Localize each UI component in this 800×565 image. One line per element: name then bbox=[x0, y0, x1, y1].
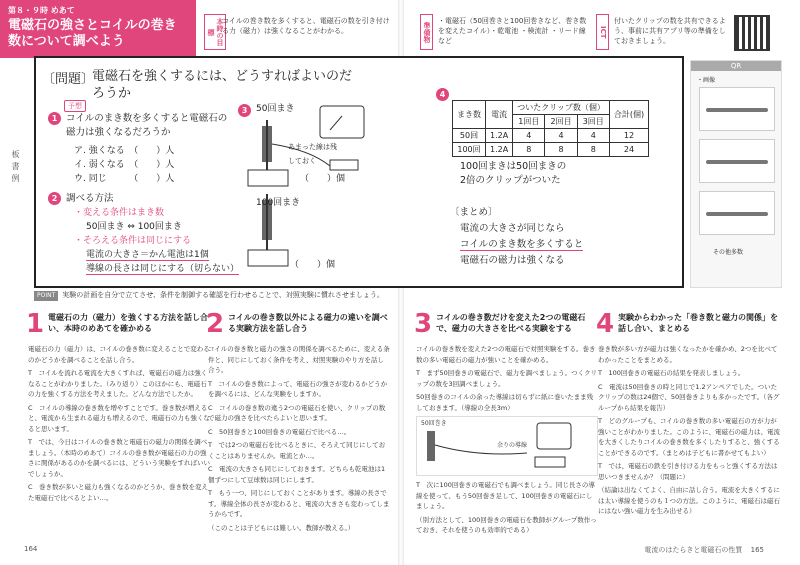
sub-header: 3回目 bbox=[577, 115, 609, 129]
qr-code-icon[interactable] bbox=[734, 15, 770, 51]
step-lead: 電磁石の力（磁力）は、コイルの巻き数に変えることで変わるのかどうかを調べることを話し合う。 bbox=[28, 345, 210, 364]
dialogue-note: （別方法として、100回巻きの電磁石を教師がグループ数作っておき、それを使うのも効率的である） bbox=[416, 515, 597, 534]
fig-50-label: 50回まき bbox=[256, 104, 295, 114]
qr-thumbnail[interactable] bbox=[699, 139, 775, 183]
dialogue-line: C 巻き数が多いと磁力も強くなるのかどうか、巻き数を変えた電磁石で比べるとよい…。 bbox=[28, 483, 209, 502]
summary-label: 〔まとめ〕 bbox=[450, 207, 498, 218]
step-1 bbox=[26, 310, 212, 540]
step-lead: コイルの巻き数を変えた2つの電磁石で対照実験をする。巻き数の多い電磁石の磁力が強いことを確かめる。 bbox=[416, 345, 596, 364]
step-2 bbox=[206, 310, 392, 540]
step-heading: コイルの巻き数だけを変えた2つの電磁石で、磁力の大きさを比べる実験をする bbox=[436, 313, 586, 333]
dialogue-line: T では、今日はコイルの巻き数と電磁石の磁力の関係を調べましょう。（本時のめあて）コイルの巻き数が電磁石の力の強さに関係があるのかを調べるには、どういう実験をすればいいでしょうか。 bbox=[28, 438, 210, 478]
table-cell: 8 bbox=[513, 143, 545, 157]
page-title: 電磁石の強さとコイルの巻き数について調べよう bbox=[8, 18, 177, 49]
table-cell: 24 bbox=[609, 143, 648, 157]
dialogue-line: T コイルを流れる電流を大きくすれば、電磁石の磁力は強くなることがわかりました。（みり返り）このほかにも、電磁石の力を強くする方法を考えました。どんな方法でしたか。 bbox=[28, 369, 208, 398]
col-header: 電流 bbox=[486, 101, 513, 129]
step-badge-3: 3 bbox=[238, 104, 251, 117]
ict-text: 付いたクリップの数を共有できるよう、事前に共有アプリ等の準備をしておきましょう。 bbox=[614, 17, 726, 45]
step-number: 2 bbox=[206, 309, 225, 339]
method-wire: 導線の長さは同じにする（切らない） bbox=[86, 264, 240, 274]
dialogue-line: C 電流は50回巻きの時と同じで1.2アンペアでした。ついたクリップの数は24個で、50回巻きよりも多かったです。（各グループから結果を報告） bbox=[598, 382, 780, 412]
step-badge-2: 2 bbox=[48, 192, 61, 205]
dialogue-line: T では2つの電磁石を比べるときに、そろえて同じにしておくことはありませんか。電流とか…。 bbox=[208, 441, 386, 460]
table-cell: 100回 bbox=[453, 143, 486, 157]
aim-tag: 本時の目標 bbox=[204, 14, 226, 50]
col-header: ついたクリップ数（個） bbox=[513, 101, 610, 115]
aim-text: コイルの巻き数を多くすると、電磁石の数を引き付ける力（磁力）は強くなることがわかる。 bbox=[222, 17, 390, 35]
step-4 bbox=[596, 310, 782, 540]
summary-line-3: 電磁石の磁力は強くなる bbox=[460, 255, 565, 266]
step-body bbox=[208, 344, 390, 536]
results-table bbox=[452, 100, 649, 157]
prep-tag: 準備物 bbox=[420, 14, 433, 50]
fig-100-count: （ ）個 bbox=[290, 260, 336, 270]
method-keep: ・そろえる条件は同じにする bbox=[74, 236, 192, 246]
problem-label: 〔問題〕 bbox=[42, 72, 95, 87]
table-cell: 4 bbox=[513, 129, 545, 143]
step-badge-1: 1 bbox=[48, 112, 61, 125]
step-number: 4 bbox=[596, 309, 615, 339]
summary-line-1: 電流の大きさが同じなら bbox=[460, 223, 565, 234]
sub-header: 1回目 bbox=[513, 115, 545, 129]
method-current: 電流の大きさ＝かん電池は1個 bbox=[86, 250, 209, 260]
method-vary: ・変える条件はまき数 bbox=[74, 208, 165, 218]
qr-thumbnail[interactable] bbox=[699, 191, 775, 235]
option-a: ア. 強くなる （ ）人 bbox=[74, 146, 175, 156]
step-body bbox=[416, 344, 598, 539]
dialogue-line: 50回巻きのコイルの余った導線は切らずに紙に巻いたまま残しておきます。（導線の全長3m） bbox=[416, 393, 594, 412]
step-body bbox=[28, 344, 210, 506]
table-cell: 8 bbox=[577, 143, 609, 157]
footer-right bbox=[644, 545, 764, 555]
table-row bbox=[453, 143, 649, 157]
step-heading: コイルの巻き数以外による磁力の違いを調べる実験方法を話し合う bbox=[228, 313, 388, 333]
table-cell: 8 bbox=[545, 143, 577, 157]
board-side-label: 板書例 bbox=[11, 150, 20, 186]
step-heading: 実験からわかった「巻き数と磁力の関係」を話し合い、まとめる bbox=[618, 313, 778, 333]
point-text: 実験の計画を自分で立てさせ、条件を制御する確認を行わせることで、対照実験に慣れさせましょう。 bbox=[62, 291, 384, 299]
dialogue-line: T では、電磁石の鉄を引き付ける力をもっと強くする方法は思いつきませんか？（問題に） bbox=[598, 462, 778, 481]
table-cell: 4 bbox=[545, 129, 577, 143]
fig-100-label: 100回まき bbox=[256, 198, 301, 208]
hypothesis-question: コイルのまき数を多くすると電磁石の磁力は強くなるだろうか bbox=[66, 113, 228, 138]
yosou-label: 予想 bbox=[64, 100, 86, 112]
step-number: 3 bbox=[414, 309, 433, 339]
table-cell: 12 bbox=[609, 129, 648, 143]
fig-50-count: （ ）個 bbox=[300, 174, 346, 184]
step-badge-4: 4 bbox=[436, 88, 449, 101]
step3-fig-label: 50回巻き bbox=[421, 420, 447, 427]
qr-panel-header: QR bbox=[691, 61, 781, 71]
qr-thumbnail[interactable] bbox=[699, 87, 775, 131]
page-number-left: 164 bbox=[24, 545, 38, 553]
step-heading: 電磁石の力（磁力）を強くする方法を話し合い、本時のめあてを確かめる bbox=[48, 313, 208, 333]
point-tag: POINT bbox=[34, 291, 58, 301]
prep-text: ・電磁石（50回巻きと100回巻きなど、巻き数を変えたコイル）・乾電池 ・検流計 ・リード線 など bbox=[438, 17, 587, 45]
table-cell: 50回 bbox=[453, 129, 486, 143]
step-number: 1 bbox=[26, 309, 45, 339]
ict-tag: ICT bbox=[596, 14, 609, 50]
qr-other-label: その他多数 bbox=[713, 249, 744, 256]
table-cell: 4 bbox=[577, 129, 609, 143]
table-row bbox=[453, 129, 649, 143]
step-lead: コイルの巻き数と磁力の強さの関係を調べるために、変える条件と、同じにしておく条件を考え、対照実験のやり方を話し合う。 bbox=[208, 345, 390, 374]
dialogue-line: C コイルの導線の巻き数を増やすことです。巻き数が増えると、電流から生まれる磁力も増えるので、電磁石の力も強くなると思います。 bbox=[28, 403, 210, 433]
col-header: まき数 bbox=[453, 101, 486, 129]
problem-text: 電磁石を強くするには、どうすればよいのだろうか bbox=[92, 69, 353, 101]
step3-diagram bbox=[416, 416, 598, 476]
dialogue-line: T コイルの巻き数によって、電磁石の強さが変わるかどうかを調べるには、どんな実験をしますか。 bbox=[208, 379, 388, 398]
table-cell: 1.2A bbox=[486, 143, 513, 157]
dialogue-line: T 100回巻きの電磁石の結果を発表しましょう。 bbox=[598, 369, 745, 377]
qr-panel bbox=[690, 60, 782, 288]
dialogue-line: T 次に100回巻きの電磁石でも調べましょう。同じ長さの導線を使って、もう50回巻き足して、100回巻きの電磁石にしましょう。 bbox=[416, 481, 595, 510]
step-body bbox=[598, 344, 780, 520]
qr-image-label: ・画像 bbox=[697, 77, 716, 84]
dialogue-line: T もう一つ、同じにしておくことがあります。導線の長さです。導線全体の長さが変わると、電流の大きさも変わってしまうからです。 bbox=[208, 489, 390, 518]
col-header: 合計(個) bbox=[609, 101, 648, 129]
step3-fig-note: 余りの導線 bbox=[497, 442, 528, 449]
table-cell: 1.2A bbox=[486, 129, 513, 143]
fig-note: あまった線は残しておく bbox=[288, 143, 337, 165]
point-strip bbox=[34, 290, 684, 300]
dialogue-line: T まず50回巻きの電磁石で、磁力を調べましょう。つくクリップの数を3回調べましょう。 bbox=[416, 369, 598, 388]
option-b: イ. 弱くなる （ ）人 bbox=[74, 160, 175, 170]
method-label: 調べる方法 bbox=[66, 193, 114, 204]
dialogue-line: C 電流の大きさも同じにしておきます。どちらも乾電池は1個ずつにして豆球数は同じにします。 bbox=[208, 465, 386, 484]
sub-header: 2回目 bbox=[545, 115, 577, 129]
step-lead: 巻き数が多い方が磁力は強くなったかを確かめ、2つを比べてわかったことをまとめる。 bbox=[598, 345, 778, 364]
title-block bbox=[0, 0, 196, 58]
dialogue-line: C 50回巻きと100回巻きの電磁石で比べる…。 bbox=[208, 427, 351, 436]
circuit-diagram bbox=[417, 417, 597, 475]
result-line-2: 2倍のクリップがついた bbox=[460, 175, 561, 186]
step-3 bbox=[414, 310, 600, 540]
dialogue-line: T どのグループも、コイルの巻き数の多い電磁石の方が力が強いことがわかりました。このように、電磁石の磁力は、電流を大きくしたりコイルの巻き数を多くしたりすると、強くすることができるのです。（まとめは子どもに書かせてもよい） bbox=[598, 417, 780, 457]
dialogue-note: （このことは子どもには難しい。教師が教える。） bbox=[208, 523, 355, 532]
option-c: ウ. 同じ （ ）人 bbox=[74, 174, 175, 184]
page-number-right: 165 bbox=[750, 546, 764, 554]
summary-line-2: コイルのまき数を多くすると bbox=[460, 239, 584, 250]
dialogue-note: （結論は出なくてよく、自由に話し合う。電流を大きくするには太い導線を使うのも１つの方法。このように、電磁石は磁石にはない強い磁力を生み出せる） bbox=[598, 486, 780, 515]
method-compare: 50回まき ⇔ 100回まき bbox=[86, 222, 182, 232]
chapter-caption: 電流のはたらきと電磁石の性質 bbox=[644, 546, 743, 554]
result-line-1: 100回まきは50回まきの bbox=[460, 161, 567, 172]
dialogue-line: C コイルの巻き数の違う2つの電磁石を使い、クリップの数で磁力の強さを比べたらよいと思います。 bbox=[208, 403, 386, 422]
lesson-number: 第８・９時 めあて bbox=[8, 6, 75, 15]
